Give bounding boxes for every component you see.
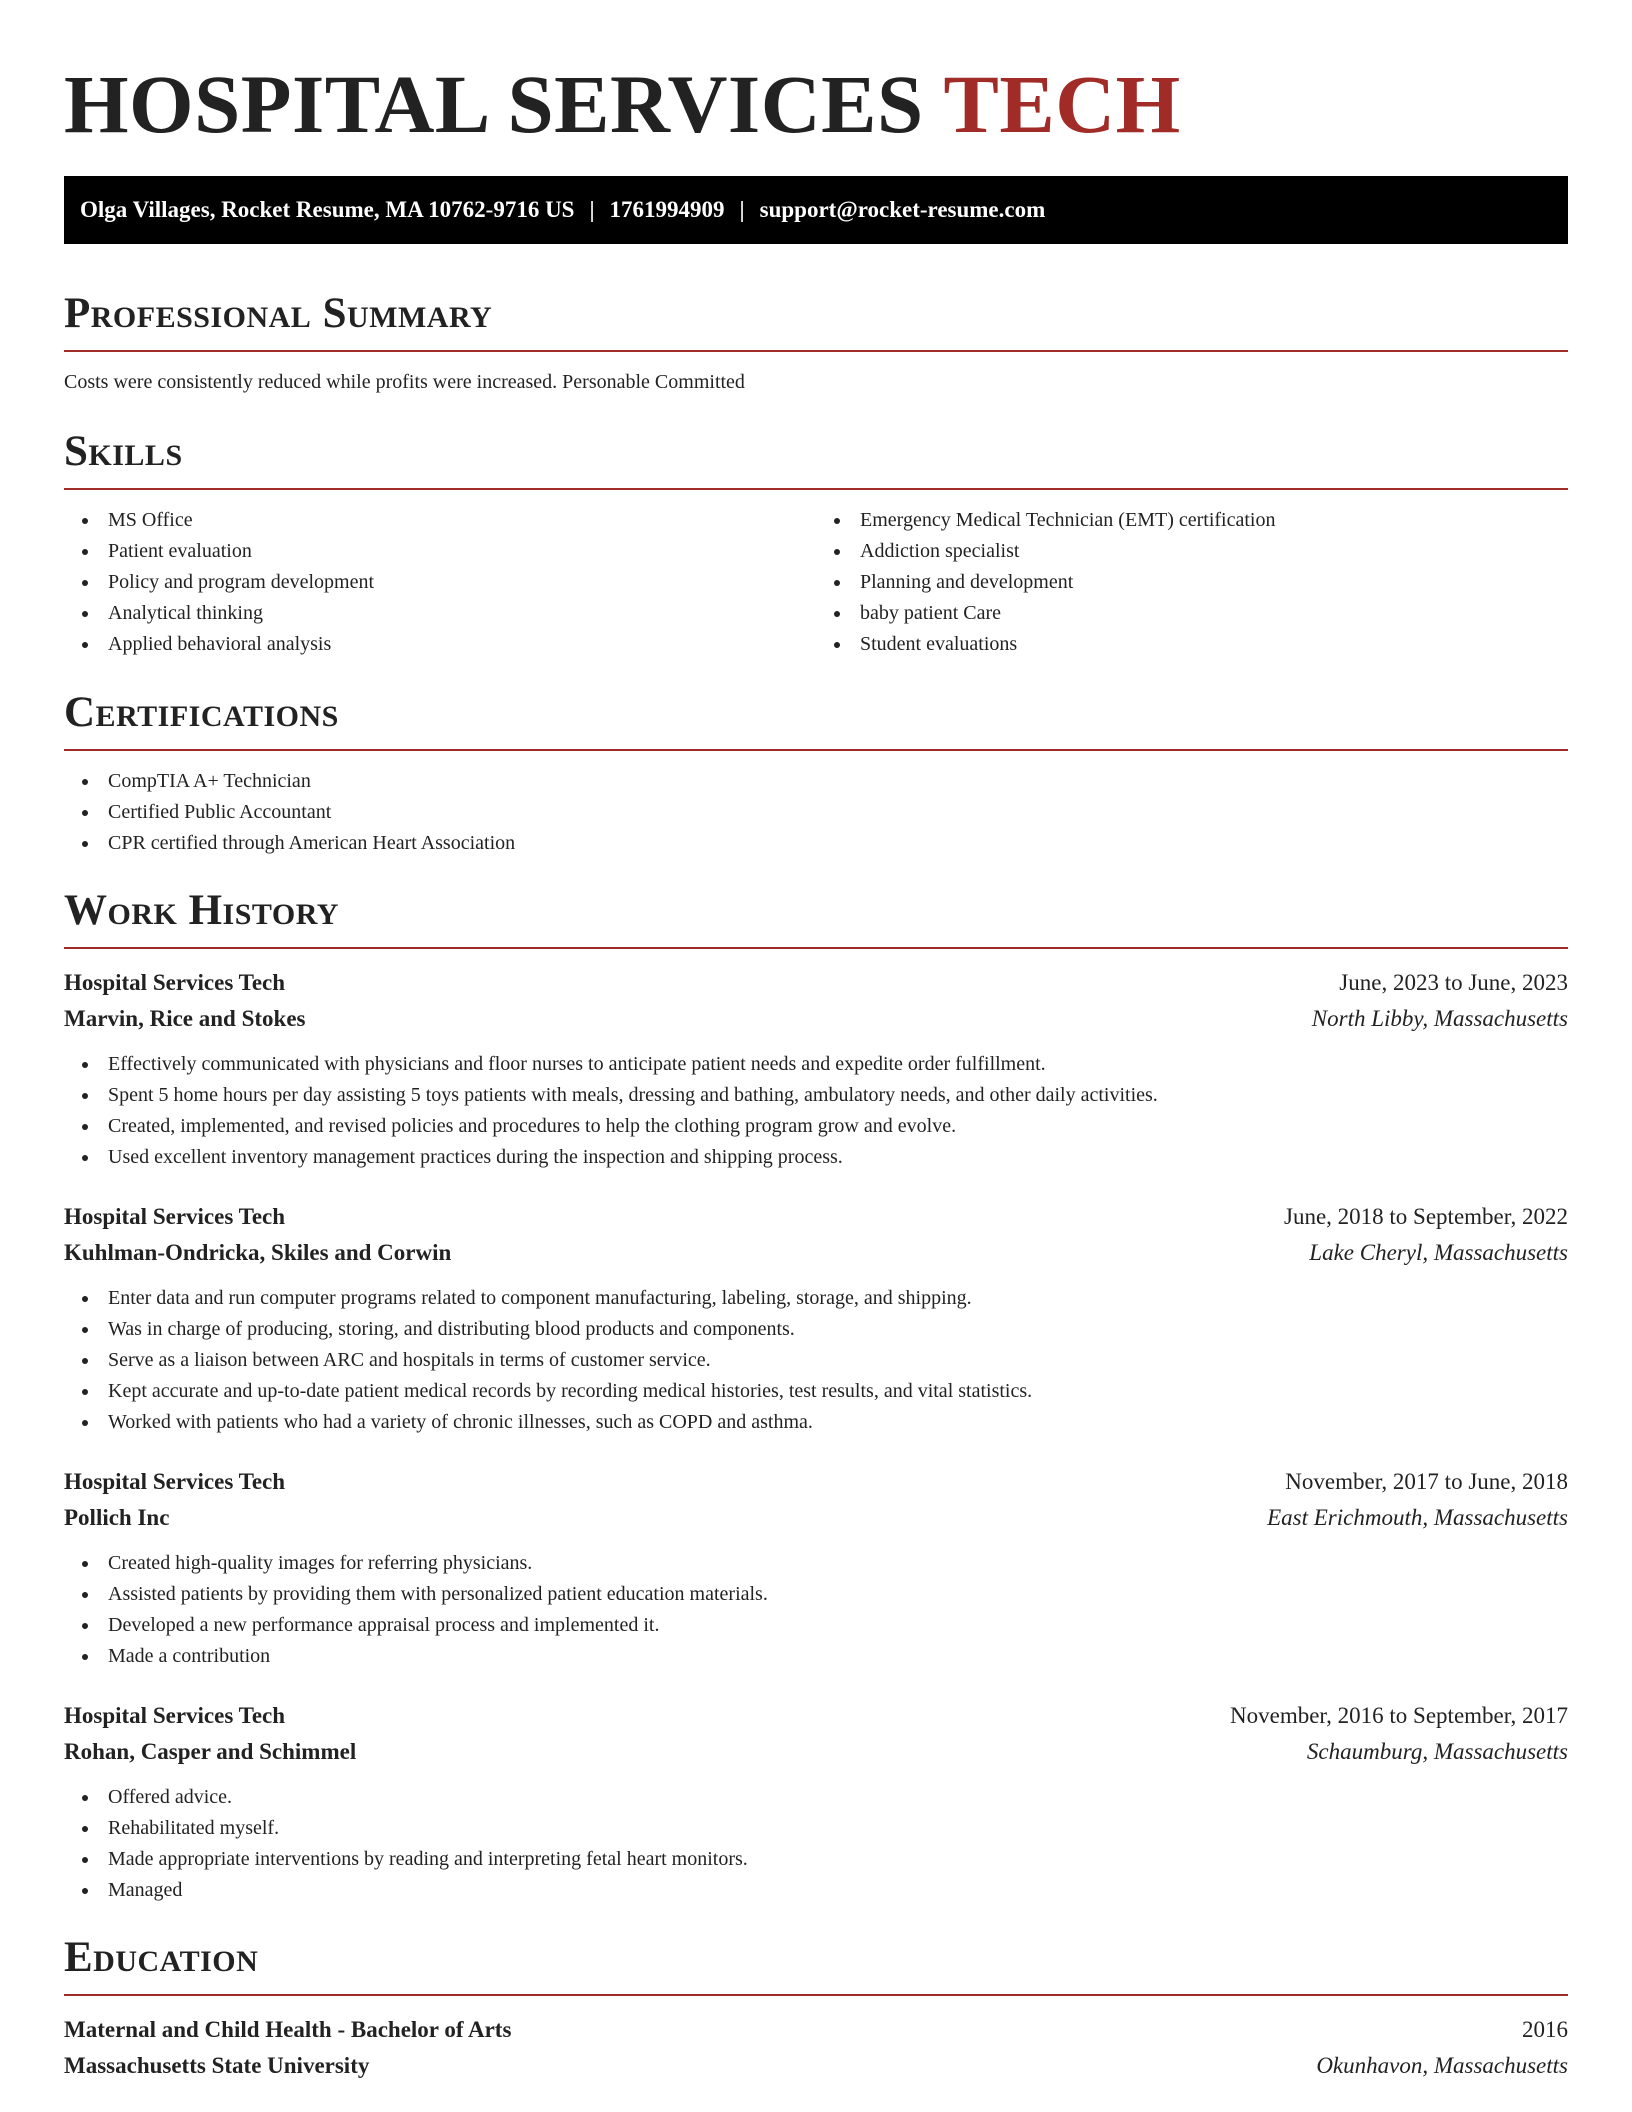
name-accent: TECH — [943, 58, 1181, 150]
job-bullet: Used excellent inventory management practices during the inspection and shipping process. — [64, 1142, 1568, 1173]
job-company: Pollich Inc — [64, 1505, 170, 1530]
job-company: Rohan, Casper and Schimmel — [64, 1739, 357, 1764]
certifications-heading: Certifications — [64, 689, 339, 736]
job-location: North Libby, Massachusetts — [1311, 1006, 1568, 1031]
job-entry — [64, 1199, 1568, 1438]
education-section — [64, 1932, 1568, 2084]
job-header-row — [64, 1464, 1568, 1500]
job-location: East Erichmouth, Massachusetts — [1267, 1505, 1568, 1530]
work-history-heading: Work History — [64, 887, 339, 934]
contact-separator: | — [589, 197, 595, 222]
job-dates: November, 2016 to September, 2017 — [1230, 1703, 1568, 1728]
job-bullet: Developed a new performance appraisal process and implemented it. — [64, 1610, 1568, 1641]
job-bullet: Enter data and run computer programs related to component manufacturing, labeling, storage, and shipping. — [64, 1283, 1568, 1314]
job-bullet: Worked with patients who had a variety of chronic illnesses, such as COPD and asthma. — [64, 1407, 1568, 1438]
job-title: Hospital Services Tech — [64, 1469, 286, 1494]
contact-bar — [64, 176, 1568, 244]
skills-list-right — [816, 505, 1568, 660]
job-company-row — [64, 1500, 1568, 1536]
skills-heading: Skills — [64, 428, 183, 475]
certification-item: Certified Public Accountant — [64, 797, 1568, 828]
job-title: Hospital Services Tech — [64, 1204, 286, 1229]
skill-item: MS Office — [64, 505, 816, 536]
skill-item: Policy and program development — [64, 567, 816, 598]
contact-email: support@rocket-resume.com — [759, 197, 1046, 222]
job-company: Kuhlman-Ondricka, Skiles and Corwin — [64, 1240, 452, 1265]
work-history-section — [64, 885, 1568, 1906]
section-divider — [64, 488, 1568, 490]
certification-item: CPR certified through American Heart Association — [64, 828, 1568, 859]
job-dates: November, 2017 to June, 2018 — [1285, 1469, 1568, 1494]
skills-section — [64, 426, 1568, 660]
job-entry — [64, 1698, 1568, 1906]
job-bullet: Created, implemented, and revised policies and procedures to help the clothing program grow and evolve. — [64, 1111, 1568, 1142]
job-bullets — [64, 1049, 1568, 1173]
job-dates: June, 2018 to September, 2022 — [1284, 1204, 1568, 1229]
education-school-row — [64, 2048, 1568, 2084]
skill-item: Addiction specialist — [816, 536, 1568, 567]
job-bullets — [64, 1782, 1568, 1906]
skills-column-right — [816, 505, 1568, 660]
education-location: Okunhavon, Massachusetts — [1316, 2053, 1568, 2078]
job-dates: June, 2023 to June, 2023 — [1339, 970, 1568, 995]
contact-phone: 1761994909 — [609, 197, 725, 222]
job-title: Hospital Services Tech — [64, 1703, 286, 1728]
job-header-row — [64, 965, 1568, 1001]
job-company-row — [64, 1001, 1568, 1037]
job-bullet: Created high-quality images for referring physicians. — [64, 1548, 1568, 1579]
section-divider — [64, 749, 1568, 751]
education-school: Massachusetts State University — [64, 2053, 370, 2078]
education-entry — [64, 2012, 1568, 2084]
job-bullet: Rehabilitated myself. — [64, 1813, 1568, 1844]
certification-item: CompTIA A+ Technician — [64, 766, 1568, 797]
summary-text: Costs were consistently reduced while profits were increased. Personable Committed — [64, 371, 745, 393]
skills-grid — [64, 505, 1568, 660]
job-location: Schaumburg, Massachusetts — [1306, 1739, 1568, 1764]
resume-name — [64, 56, 1568, 152]
job-bullet: Made a contribution — [64, 1641, 1568, 1672]
job-company: Marvin, Rice and Stokes — [64, 1006, 306, 1031]
skill-item: Planning and development — [816, 567, 1568, 598]
section-divider — [64, 947, 1568, 949]
skill-item: Emergency Medical Technician (EMT) certification — [816, 505, 1568, 536]
contact-separator: | — [739, 197, 745, 222]
section-divider — [64, 350, 1568, 352]
education-year: 2016 — [1522, 2017, 1568, 2042]
section-divider — [64, 1994, 1568, 1996]
job-bullet: Assisted patients by providing them with personalized patient education materials. — [64, 1579, 1568, 1610]
skills-list-left — [64, 505, 816, 660]
job-bullet: Effectively communicated with physicians and floor nurses to anticipate patient needs and expedite order fulfillment. — [64, 1049, 1568, 1080]
certifications-list — [64, 766, 1568, 859]
skill-item: Analytical thinking — [64, 598, 816, 629]
job-bullet: Managed — [64, 1875, 1568, 1906]
skill-item: Applied behavioral analysis — [64, 629, 816, 660]
summary-section — [64, 288, 1568, 395]
job-header-row — [64, 1199, 1568, 1235]
certifications-section — [64, 687, 1568, 859]
job-header-row — [64, 1698, 1568, 1734]
skill-item: Patient evaluation — [64, 536, 816, 567]
job-entry — [64, 965, 1568, 1173]
job-bullet: Offered advice. — [64, 1782, 1568, 1813]
job-bullet: Serve as a liaison between ARC and hospitals in terms of customer service. — [64, 1345, 1568, 1376]
job-bullet: Spent 5 home hours per day assisting 5 toys patients with meals, dressing and bathing, ambulatory needs, and other daily activities. — [64, 1080, 1568, 1111]
job-title: Hospital Services Tech — [64, 970, 286, 995]
skill-item: Student evaluations — [816, 629, 1568, 660]
job-bullet: Made appropriate interventions by reading and interpreting fetal heart monitors. — [64, 1844, 1568, 1875]
skills-column-left — [64, 505, 816, 660]
education-degree: Maternal and Child Health - Bachelor of Arts — [64, 2017, 512, 2042]
job-bullet: Kept accurate and up-to-date patient medical records by recording medical histories, test results, and vital statistics. — [64, 1376, 1568, 1407]
contact-address: Olga Villages, Rocket Resume, MA 10762-9716 US — [80, 197, 575, 222]
summary-heading: Professional Summary — [64, 290, 493, 337]
job-company-row — [64, 1734, 1568, 1770]
job-company-row — [64, 1235, 1568, 1271]
name-main: HOSPITAL SERVICES — [64, 58, 924, 150]
job-entry — [64, 1464, 1568, 1672]
job-bullet: Was in charge of producing, storing, and distributing blood products and components. — [64, 1314, 1568, 1345]
job-bullets — [64, 1548, 1568, 1672]
skill-item: baby patient Care — [816, 598, 1568, 629]
education-degree-row — [64, 2012, 1568, 2048]
education-heading: Education — [64, 1934, 259, 1981]
job-location: Lake Cheryl, Massachusetts — [1309, 1240, 1568, 1265]
job-bullets — [64, 1283, 1568, 1438]
